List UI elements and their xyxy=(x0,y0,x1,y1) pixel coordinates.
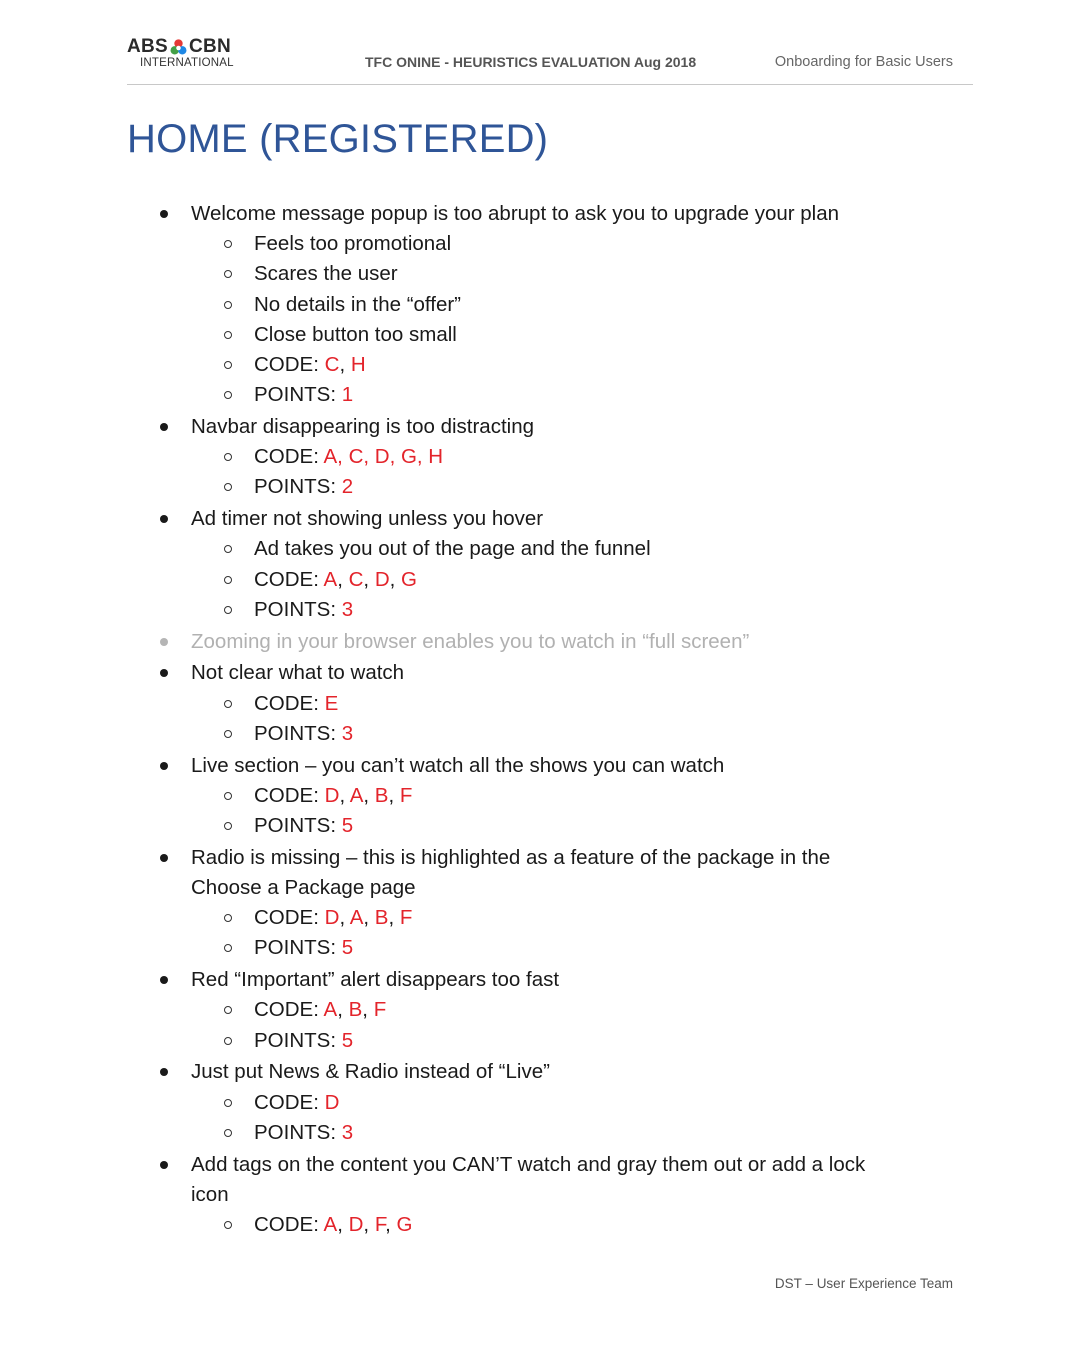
sub-bullet-icon xyxy=(224,259,236,289)
code-line xyxy=(254,442,443,472)
code-value: C xyxy=(348,567,364,591)
list-item: Not clear what to watch xyxy=(191,661,405,685)
code-value: A xyxy=(323,1213,338,1236)
list-item-continued: icon xyxy=(191,1182,229,1206)
code-value: D xyxy=(374,567,390,591)
code-value: A xyxy=(349,906,364,930)
list-item: Welcome message popup is too abrupt to ask you to upgrade your plan xyxy=(191,202,840,225)
code-line: CODE: C, H xyxy=(254,353,366,376)
bullet-icon xyxy=(159,504,171,516)
sub-bullet-icon xyxy=(224,933,236,963)
bullet-icon xyxy=(159,1057,171,1069)
code-value: A xyxy=(323,998,338,1022)
code-line xyxy=(254,1088,339,1118)
sub-item: Close button too small xyxy=(254,322,457,346)
bullet-icon xyxy=(159,199,171,211)
sub-item: Scares the user xyxy=(254,262,398,286)
points-label: POINTS: xyxy=(254,814,342,837)
code-value: A xyxy=(349,783,364,807)
sub-bullet-icon xyxy=(224,811,236,841)
list-item: Red “Important” alert disappears too fast xyxy=(191,968,560,992)
code-value: G xyxy=(396,1213,413,1236)
sub-bullet-icon xyxy=(224,903,236,933)
list-item: Add tags on the content you CAN’T watch and gray them out or add a lock xyxy=(191,1152,866,1176)
code-value: F xyxy=(399,783,413,807)
bullet-icon xyxy=(159,1150,171,1162)
points-label: POINTS: xyxy=(254,1120,342,1144)
points-value: 1 xyxy=(341,383,354,407)
sub-bullet-icon xyxy=(224,290,236,320)
list-item: Zooming in your browser enables you to watch in “full screen” xyxy=(191,629,750,653)
list-item: Navbar disappearing is too distracting xyxy=(191,415,534,438)
sub-bullet-icon xyxy=(224,380,236,410)
points-line xyxy=(254,1118,353,1148)
code-label: CODE: xyxy=(254,906,325,930)
code-label: CODE: xyxy=(254,998,324,1022)
code-line: CODE: A, C, D, G xyxy=(254,567,417,591)
points-label: POINTS: xyxy=(254,1028,342,1052)
points-value: 3 xyxy=(341,1120,354,1144)
code-label: CODE: xyxy=(254,1090,325,1114)
points-label: POINTS: xyxy=(254,721,342,745)
points-label: POINTS: xyxy=(254,936,342,960)
code-value: D xyxy=(324,783,340,807)
bullet-icon xyxy=(159,751,171,763)
logo-left-text: ABS xyxy=(127,36,169,57)
sub-bullet-icon xyxy=(224,320,236,350)
points-line xyxy=(254,595,353,625)
points-line xyxy=(254,811,353,841)
code-label: CODE: xyxy=(254,353,325,376)
code-value: D xyxy=(324,1090,340,1114)
points-line xyxy=(254,472,353,502)
logo-rgb-mark-icon xyxy=(169,38,188,57)
page-header xyxy=(127,36,973,85)
sub-bullet-icon xyxy=(224,350,236,380)
code-value: F xyxy=(374,1213,386,1236)
page-footer: DST – User Experience Team xyxy=(774,1276,953,1291)
code-value: E xyxy=(324,691,339,715)
sub-bullet-icon xyxy=(224,719,236,749)
sub-bullet-icon xyxy=(224,995,236,1025)
points-label: POINTS: xyxy=(254,475,342,499)
document-title: TFC ONINE - HEURISTICS EVALUATION Aug 2018 xyxy=(365,54,697,70)
list-item: Ad timer not showing unless you hover xyxy=(191,507,544,531)
sub-bullet-icon xyxy=(224,1088,236,1118)
points-label: POINTS: xyxy=(254,383,342,407)
bullet-icon xyxy=(159,658,171,670)
code-line: CODE: D, A, B, F xyxy=(254,906,413,930)
document-section: Onboarding for Basic Users xyxy=(774,54,953,70)
code-value: F xyxy=(373,998,387,1022)
bullet-icon xyxy=(159,412,171,424)
points-label: POINTS: xyxy=(254,597,342,621)
bullet-icon xyxy=(159,965,171,977)
list-item: Just put News & Radio instead of “Live” xyxy=(191,1060,550,1084)
bullet-icon xyxy=(159,843,171,855)
sub-bullet-icon xyxy=(224,1210,236,1240)
code-value: H xyxy=(350,353,366,376)
points-value: 5 xyxy=(341,1028,354,1052)
sub-bullet-icon xyxy=(224,689,236,719)
points-value: 5 xyxy=(341,936,354,960)
code-label: CODE: xyxy=(254,1213,324,1236)
code-line xyxy=(254,689,338,719)
code-label: CODE: xyxy=(254,445,324,469)
code-value: A, C, D, G, H xyxy=(323,445,444,469)
points-value: 3 xyxy=(341,597,354,621)
code-label: CODE: xyxy=(254,567,324,591)
sub-item: Ad takes you out of the page and the funnel xyxy=(254,537,651,561)
logo-subtitle: INTERNATIONAL xyxy=(140,57,234,69)
code-line: CODE: A, B, F xyxy=(254,998,387,1022)
sub-bullet-icon xyxy=(224,229,236,259)
list-item: Live section – you can’t watch all the shows you can watch xyxy=(191,753,725,777)
code-line: CODE: A, D, F, G xyxy=(254,1213,413,1236)
code-label: CODE: xyxy=(254,783,325,807)
code-value: B xyxy=(374,906,389,930)
logo-wordmark xyxy=(127,36,231,58)
points-line xyxy=(254,380,353,410)
code-value: C xyxy=(324,353,340,376)
sub-item: No details in the “offer” xyxy=(254,292,462,316)
code-value: D xyxy=(348,1213,364,1236)
page-title: HOME (REGISTERED) xyxy=(127,117,549,161)
list-item: Radio is missing – this is highlighted as a feature of the package in the xyxy=(191,845,831,869)
code-value: B xyxy=(374,783,389,807)
code-label: CODE: xyxy=(254,691,325,715)
sub-bullet-icon xyxy=(224,534,236,564)
sub-bullet-icon xyxy=(224,595,236,625)
sub-bullet-icon xyxy=(224,1026,236,1056)
abs-cbn-logo xyxy=(127,36,267,76)
points-line xyxy=(254,1026,353,1056)
bullet-icon xyxy=(159,627,171,639)
logo-right-text: CBN xyxy=(189,36,232,57)
list-item-continued: Choose a Package page xyxy=(191,876,416,899)
points-value: 3 xyxy=(341,721,354,745)
points-value: 5 xyxy=(341,814,354,837)
sub-bullet-icon xyxy=(224,472,236,502)
sub-bullet-icon xyxy=(224,565,236,595)
sub-item: Feels too promotional xyxy=(254,232,452,256)
sub-bullet-icon xyxy=(224,781,236,811)
points-line xyxy=(254,719,353,749)
code-line: CODE: D, A, B, F xyxy=(254,783,413,807)
sub-bullet-icon xyxy=(224,442,236,472)
points-line xyxy=(254,933,353,963)
code-value: F xyxy=(399,906,413,930)
code-value: G xyxy=(401,567,417,591)
code-value: B xyxy=(348,998,363,1022)
sub-bullet-icon xyxy=(224,1118,236,1148)
code-value: D xyxy=(324,906,340,930)
code-value: A xyxy=(323,567,338,591)
points-value: 2 xyxy=(341,475,354,499)
